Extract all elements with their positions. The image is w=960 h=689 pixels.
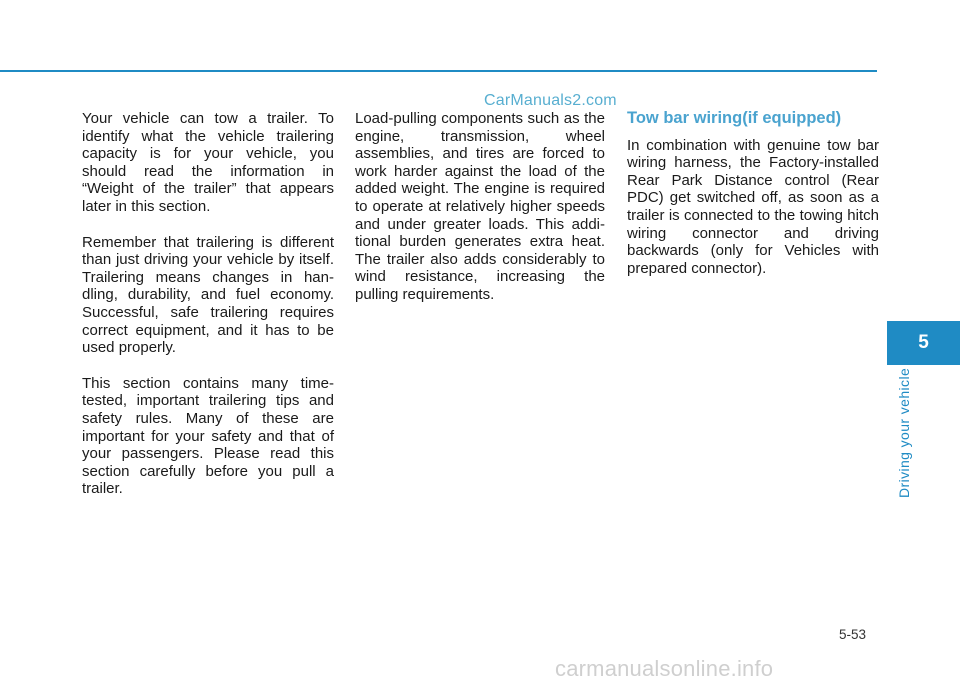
paragraph-5: In combination with genuine tow bar wiring harness, the Factory-installed Rear Park Distance control (Rear PDC) get switched off, as soon as a trailer is connected to the towing hitch wiring connector and driving backwards (only for Vehicles with prepared connector).	[627, 136, 879, 277]
watermark-top[interactable]: CarManuals2.com	[484, 92, 617, 109]
chapter-tab	[887, 321, 960, 365]
chapter-number: 5	[918, 332, 929, 353]
section-heading: Tow bar wiring(if equipped)	[627, 109, 842, 127]
column-3	[627, 110, 879, 295]
column-2	[355, 110, 605, 322]
column-1	[82, 110, 334, 516]
paragraph-1: Your vehicle can tow a trailer. To identify what the vehicle trailering capacity is for your vehicle, you should read the information in “Weight of the trailer” that appears later in this section.	[82, 110, 334, 215]
chapter-title: Driving your vehicle	[896, 367, 912, 498]
header-rule	[0, 70, 877, 72]
paragraph-3: This section contains many time-tested, important trailering tips and safety rules. Many of these are important for your safety and that of your passengers. Please read this section carefully before you pull a trailer.	[82, 374, 334, 498]
paragraph-4: Load-pulling components such as the engine, transmission, wheel assemblies, and tires are forced to work harder against the load of the added weight. The engine is required to operate at relatively higher speeds and under greater loads. This additional burden generates extra heat. The trailer also adds considerably to wind resistance, increasing the pulling requirements.	[355, 110, 605, 303]
paragraph-2: Remember that trailering is different than just driving your vehicle by itself. Trailering means changes in handling, durability, and fuel economy. Successful, safe trailering requires correct equipment, and it has to be used properly.	[82, 233, 334, 357]
page-number: 5-53	[839, 627, 867, 642]
watermark-bottom[interactable]: carmanualsonline.info	[555, 656, 774, 681]
